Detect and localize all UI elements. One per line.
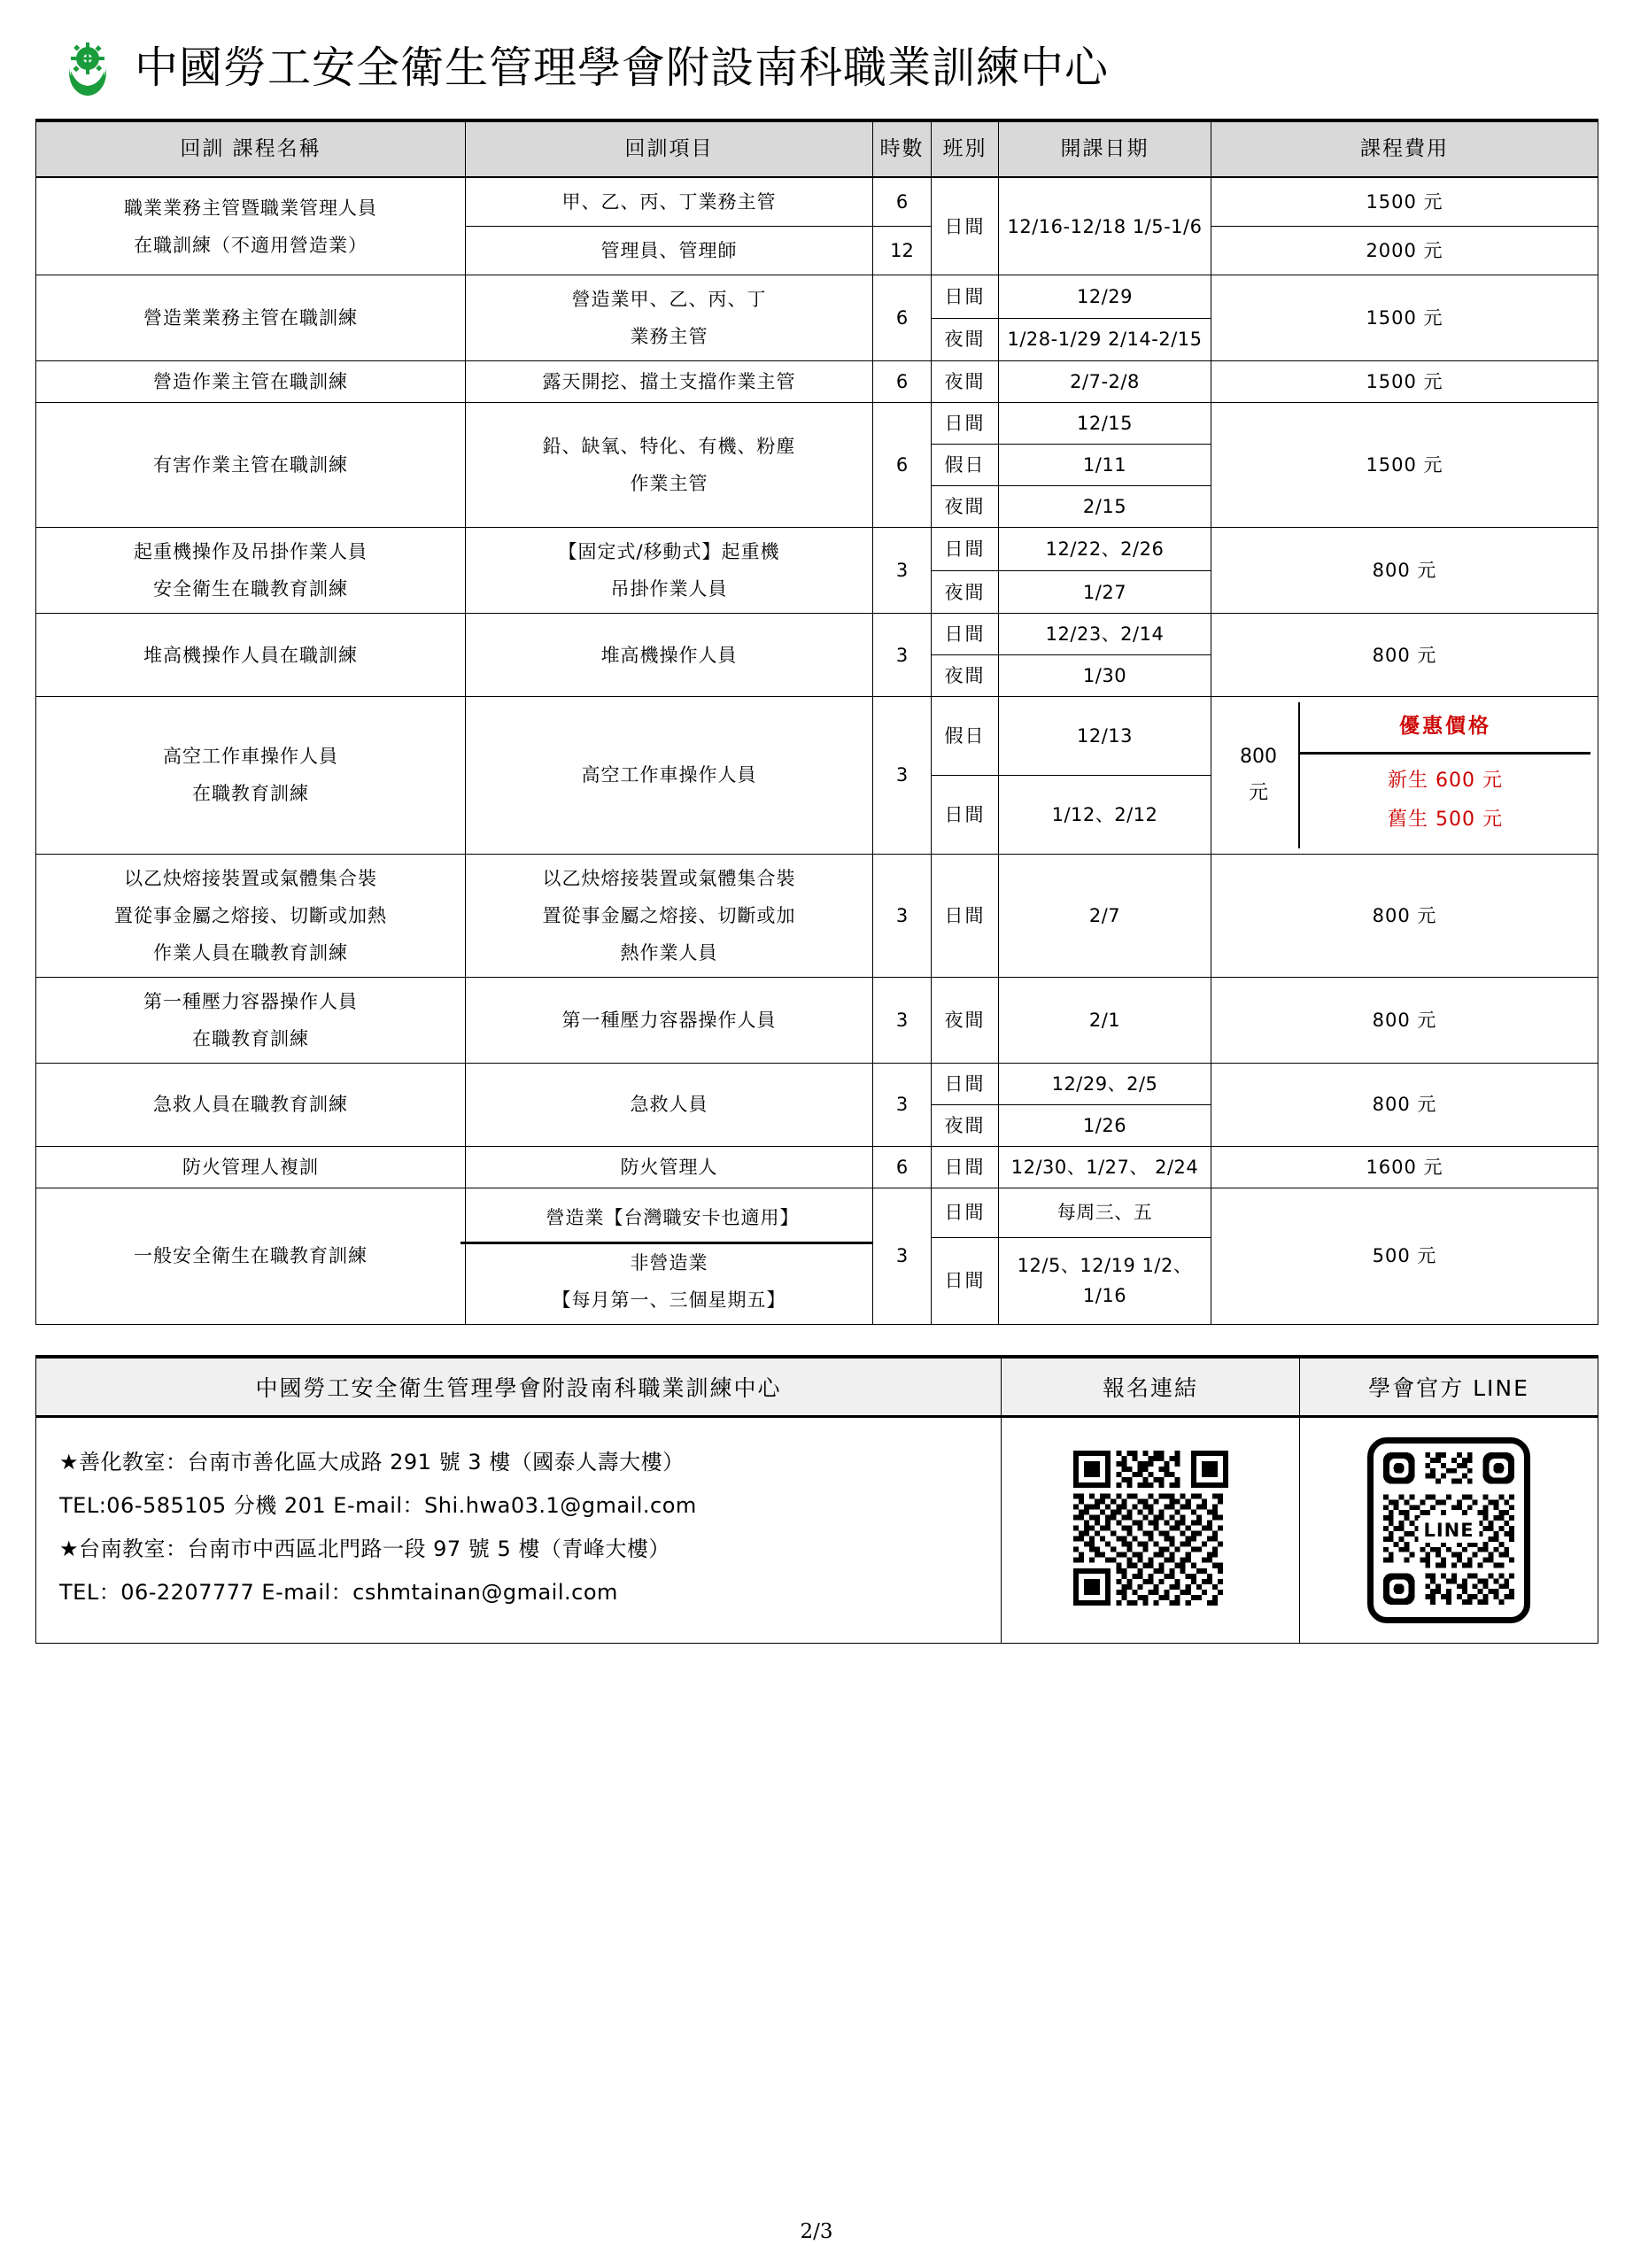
cell-course-name: 高空工作車操作人員 在職教育訓練 bbox=[36, 697, 466, 854]
promo-title: 優惠價格 bbox=[1300, 702, 1590, 754]
footer-header-row bbox=[36, 1357, 1598, 1417]
cell-hours: 3 bbox=[873, 614, 932, 697]
footer-header-official-line: 學會官方 LINE bbox=[1300, 1357, 1598, 1417]
cell-start-date: 12/23、2/14 bbox=[999, 614, 1211, 655]
contact-info-block bbox=[36, 1416, 1002, 1643]
cell-start-date: 12/5、12/19 1/2、1/16 bbox=[999, 1238, 1211, 1324]
cell-class-type: 日間 bbox=[932, 1146, 999, 1188]
cell-class-type: 假日 bbox=[932, 697, 999, 776]
cell-class-type: 日間 bbox=[932, 275, 999, 319]
cell-class-type: 夜間 bbox=[932, 486, 999, 528]
footer-header-organization: 中國勞工安全衛生管理學會附設南科職業訓練中心 bbox=[36, 1357, 1002, 1417]
item-schedule-note: 【每月第一、三個星期五】 bbox=[552, 1289, 786, 1311]
cell-start-date: 1/26 bbox=[999, 1104, 1211, 1146]
cell-fee: 1500 元 bbox=[1211, 275, 1598, 361]
cell-course-name: 第一種壓力容器操作人員 在職教育訓練 bbox=[36, 977, 466, 1063]
line-brand-label: LINE bbox=[1418, 1518, 1479, 1543]
registration-qr-cell[interactable] bbox=[1002, 1416, 1300, 1643]
table-row bbox=[36, 275, 1598, 319]
cell-start-date: 2/15 bbox=[999, 486, 1211, 528]
cell-start-date: 12/30、1/27、 2/24 bbox=[999, 1146, 1211, 1188]
cell-course-name: 防火管理人複訓 bbox=[36, 1146, 466, 1188]
cell-hours: 3 bbox=[873, 854, 932, 977]
cell-fee: 800 元 bbox=[1211, 614, 1598, 697]
course-schedule-table bbox=[35, 119, 1598, 1325]
cell-start-date: 1/12、2/12 bbox=[999, 775, 1211, 854]
document-header bbox=[35, 41, 1598, 96]
cell-start-date: 12/16-12/18 1/5-1/6 bbox=[999, 177, 1211, 275]
cell-start-date: 12/29 bbox=[999, 275, 1211, 319]
cell-training-item: 【固定式/移動式】起重機 吊掛作業人員 bbox=[466, 528, 873, 614]
cell-hours: 3 bbox=[873, 1188, 932, 1324]
cell-class-type: 日間 bbox=[932, 177, 999, 275]
table-row bbox=[36, 1188, 1598, 1238]
cell-class-type: 日間 bbox=[932, 1238, 999, 1324]
cell-fee: 800 元 bbox=[1211, 854, 1598, 977]
column-header-start-date: 開課日期 bbox=[999, 120, 1211, 177]
cell-class-type: 假日 bbox=[932, 445, 999, 486]
cell-course-name: 一般安全衛生在職教育訓練 bbox=[36, 1188, 466, 1324]
cell-class-type: 夜間 bbox=[932, 1104, 999, 1146]
page-title: 中國勞工安全衛生管理學會附設南科職業訓練中心 bbox=[135, 43, 1110, 94]
cell-start-date: 12/22、2/26 bbox=[999, 528, 1211, 571]
table-row bbox=[36, 1063, 1598, 1104]
cell-fee: 800 元 bbox=[1211, 977, 1598, 1063]
table-row bbox=[36, 528, 1598, 571]
promo-returning-student-price: 舊生 500 元 bbox=[1388, 808, 1503, 831]
cell-fee: 2000 元 bbox=[1211, 227, 1598, 275]
cell-course-name: 堆高機操作人員在職訓練 bbox=[36, 614, 466, 697]
line-qr-cell[interactable] bbox=[1300, 1416, 1598, 1643]
cell-fee: 1500 元 bbox=[1211, 177, 1598, 227]
contact-footer-table bbox=[35, 1355, 1598, 1644]
contact-line-shanhua-address: ★善化教室：台南市善化區大成路 291 號 3 樓（國泰人壽大樓） bbox=[59, 1449, 685, 1475]
cell-start-date: 12/15 bbox=[999, 403, 1211, 445]
cell-class-type: 日間 bbox=[932, 1188, 999, 1238]
table-row bbox=[36, 854, 1598, 977]
column-header-class-type: 班別 bbox=[932, 120, 999, 177]
cell-class-type: 日間 bbox=[932, 403, 999, 445]
cell-class-type: 夜間 bbox=[932, 318, 999, 361]
cell-fee: 1500 元 bbox=[1211, 403, 1598, 528]
cell-fee-promotional bbox=[1211, 697, 1598, 854]
cell-start-date: 1/11 bbox=[999, 445, 1211, 486]
table-row bbox=[36, 614, 1598, 655]
cell-training-item: 鉛、缺氧、特化、有機、粉塵 作業主管 bbox=[466, 403, 873, 528]
cell-hours: 3 bbox=[873, 1063, 932, 1146]
cell-training-item: 營造業【台灣職安卡也適用】 非營造業 【每月第一、三個星期五】 bbox=[466, 1188, 873, 1324]
line-official-qr-code[interactable] bbox=[1367, 1437, 1530, 1623]
column-header-fee: 課程費用 bbox=[1211, 120, 1598, 177]
column-header-hours: 時數 bbox=[873, 120, 932, 177]
cell-start-date: 2/7-2/8 bbox=[999, 361, 1211, 403]
cell-fee: 500 元 bbox=[1211, 1188, 1598, 1324]
cell-training-item: 甲、乙、丙、丁業務主管 bbox=[466, 177, 873, 227]
cell-hours: 3 bbox=[873, 977, 932, 1063]
cell-course-name: 職業業務主管暨職業管理人員 在職訓練（不適用營造業） bbox=[36, 177, 466, 275]
registration-qr-code[interactable] bbox=[1073, 1451, 1228, 1609]
cell-start-date: 2/1 bbox=[999, 977, 1211, 1063]
column-header-course-name: 回訓 課程名稱 bbox=[36, 120, 466, 177]
cell-start-date: 12/13 bbox=[999, 697, 1211, 776]
cell-class-type: 夜間 bbox=[932, 977, 999, 1063]
cell-hours: 6 bbox=[873, 177, 932, 227]
table-row bbox=[36, 177, 1598, 227]
cell-class-type: 日間 bbox=[932, 1063, 999, 1104]
cell-start-date: 每周三、五 bbox=[999, 1188, 1211, 1238]
page-number: 2/3 bbox=[800, 2220, 833, 2243]
cell-class-type: 夜間 bbox=[932, 361, 999, 403]
contact-line-tainan-tel-email: TEL：06-2207777 E-mail：cshmtainan@gmail.com bbox=[59, 1580, 618, 1606]
cell-start-date: 12/29、2/5 bbox=[999, 1063, 1211, 1104]
cell-hours: 6 bbox=[873, 275, 932, 361]
table-row bbox=[36, 1146, 1598, 1188]
table-row bbox=[36, 361, 1598, 403]
cell-hours: 12 bbox=[873, 227, 932, 275]
table-row bbox=[36, 697, 1598, 776]
cell-course-name: 起重機操作及吊掛作業人員 安全衛生在職教育訓練 bbox=[36, 528, 466, 614]
cell-fee: 800 元 bbox=[1211, 1063, 1598, 1146]
footer-content-row bbox=[36, 1416, 1598, 1643]
cell-training-item: 防火管理人 bbox=[466, 1146, 873, 1188]
promo-new-student-price: 新生 600 元 bbox=[1388, 769, 1503, 792]
footer-header-registration-link: 報名連結 bbox=[1002, 1357, 1300, 1417]
cell-class-type: 日間 bbox=[932, 528, 999, 571]
organization-logo-icon bbox=[60, 41, 115, 96]
promo-prices bbox=[1300, 755, 1590, 848]
cell-class-type: 夜間 bbox=[932, 655, 999, 697]
column-header-training-item: 回訓項目 bbox=[466, 120, 873, 177]
cell-training-item: 管理員、管理師 bbox=[466, 227, 873, 275]
cell-hours: 6 bbox=[873, 361, 932, 403]
cell-course-name: 有害作業主管在職訓練 bbox=[36, 403, 466, 528]
cell-training-item: 以乙炔熔接裝置或氣體集合裝 置從事金屬之熔接、切斷或加 熱作業人員 bbox=[466, 854, 873, 977]
cell-class-type: 日間 bbox=[932, 614, 999, 655]
cell-course-name: 營造作業主管在職訓練 bbox=[36, 361, 466, 403]
cell-start-date: 1/27 bbox=[999, 570, 1211, 614]
cell-fee: 1600 元 bbox=[1211, 1146, 1598, 1188]
table-row bbox=[36, 977, 1598, 1063]
cell-training-item: 露天開挖、擋土支擋作業主管 bbox=[466, 361, 873, 403]
cell-hours: 6 bbox=[873, 403, 932, 528]
fee-base-amount: 800 元 bbox=[1219, 702, 1300, 848]
cell-start-date: 1/28-1/29 2/14-2/15 bbox=[999, 318, 1211, 361]
table-row bbox=[36, 403, 1598, 445]
cell-fee: 1500 元 bbox=[1211, 361, 1598, 403]
cell-class-type: 日間 bbox=[932, 775, 999, 854]
cell-training-item: 第一種壓力容器操作人員 bbox=[466, 977, 873, 1063]
cell-training-item: 堆高機操作人員 bbox=[466, 614, 873, 697]
cell-course-name: 以乙炔熔接裝置或氣體集合裝 置從事金屬之熔接、切斷或加熱 作業人員在職教育訓練 bbox=[36, 854, 466, 977]
cell-start-date: 2/7 bbox=[999, 854, 1211, 977]
cell-hours: 3 bbox=[873, 697, 932, 854]
contact-line-shanhua-tel-email: TEL:06-585105 分機 201 E-mail：Shi.hwa03.1@gmail.com bbox=[59, 1492, 697, 1518]
cell-training-item: 營造業甲、乙、丙、丁 業務主管 bbox=[466, 275, 873, 361]
cell-training-item: 高空工作車操作人員 bbox=[466, 697, 873, 854]
cell-course-name: 營造業業務主管在職訓練 bbox=[36, 275, 466, 361]
cell-hours: 6 bbox=[873, 1146, 932, 1188]
cell-start-date: 1/30 bbox=[999, 655, 1211, 697]
cell-class-type: 日間 bbox=[932, 854, 999, 977]
cell-course-name: 急救人員在職教育訓練 bbox=[36, 1063, 466, 1146]
contact-line-tainan-address: ★台南教室：台南市中西區北門路一段 97 號 5 樓（青峰大樓） bbox=[59, 1537, 670, 1562]
cell-hours: 3 bbox=[873, 528, 932, 614]
cell-class-type: 夜間 bbox=[932, 570, 999, 614]
table-header-row bbox=[36, 120, 1598, 177]
cell-training-item: 急救人員 bbox=[466, 1063, 873, 1146]
item-construction-label: 營造業【台灣職安卡也適用】 bbox=[460, 1194, 872, 1244]
cell-fee: 800 元 bbox=[1211, 528, 1598, 614]
